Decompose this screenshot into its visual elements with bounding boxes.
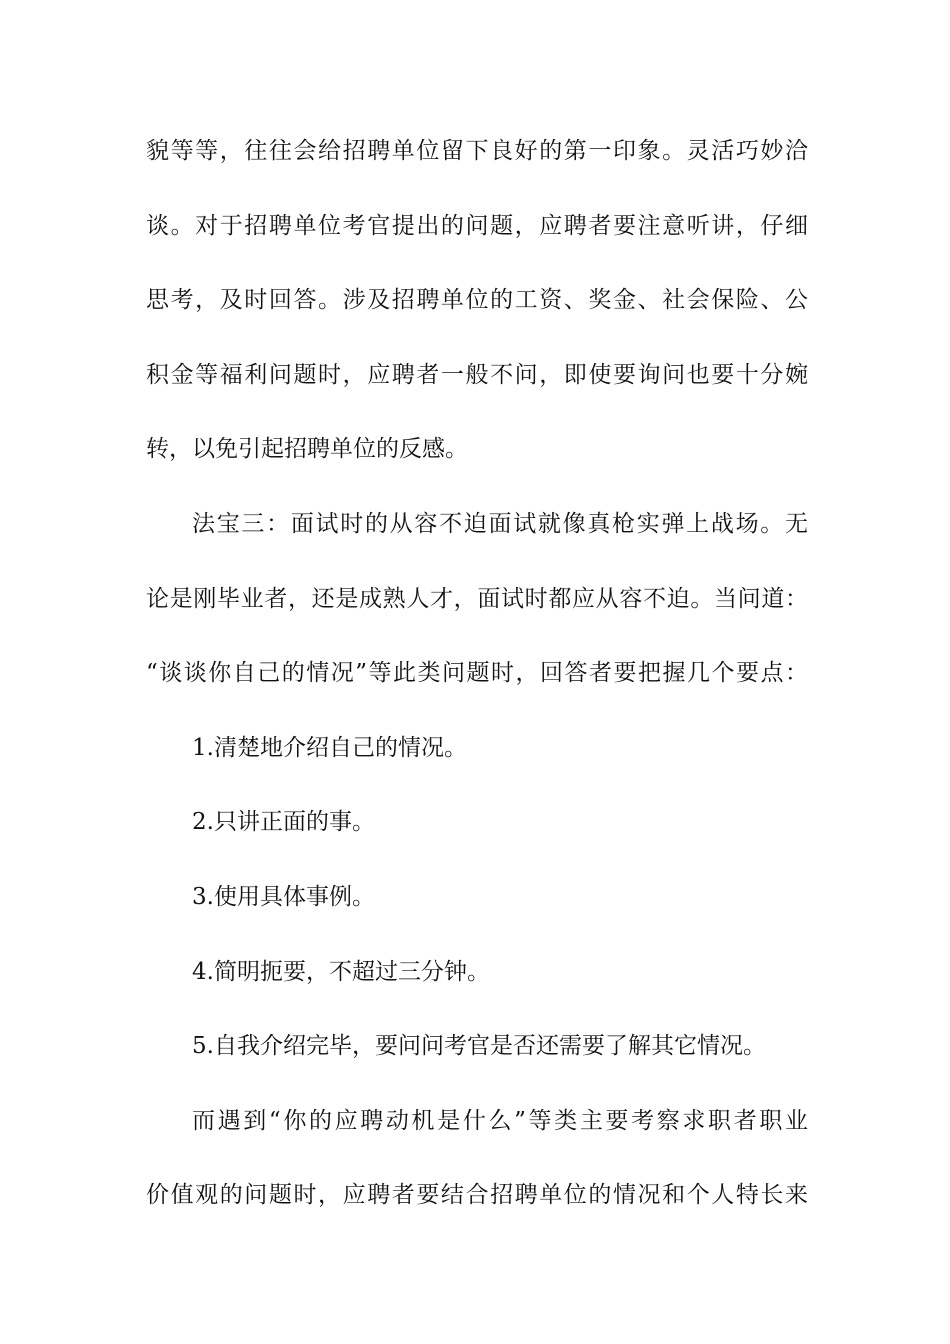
list-item: 4.简明扼要，不超过三分钟。 bbox=[192, 958, 490, 985]
text-line: 法宝三：面试时的从容不迫面试就像真枪实弹上战场。无 bbox=[192, 510, 808, 537]
text-line: 价值观的问题时，应聘者要结合招聘单位的情况和个人特长来 bbox=[146, 1182, 808, 1209]
text-line: 转，以免引起招聘单位的反感。 bbox=[146, 436, 468, 463]
text-line: 积金等福利问题时，应聘者一般不问，即使要询问也要十分婉 bbox=[146, 361, 808, 388]
list-item: 5.自我介绍完毕，要问问考官是否还需要了解其它情况。 bbox=[192, 1033, 766, 1060]
text-line: “谈谈你自己的情况”等此类问题时，回答者要把握几个要点： bbox=[146, 660, 808, 687]
document-body bbox=[146, 128, 808, 1247]
list-item: 3.使用具体事例。 bbox=[192, 883, 375, 910]
text-line: 谈。对于招聘单位考官提出的问题，应聘者要注意听讲，仔细 bbox=[146, 212, 808, 239]
text-line: 貌等等，往往会给招聘单位留下良好的第一印象。灵活巧妙洽 bbox=[146, 138, 808, 164]
text-line: 思考，及时回答。涉及招聘单位的工资、奖金、社会保险、公 bbox=[146, 287, 808, 314]
text-line: 而遇到“你的应聘动机是什么”等类主要考察求职者职业 bbox=[192, 1107, 808, 1134]
list-item: 2.只讲正面的事。 bbox=[192, 809, 375, 836]
text-line: 论是刚毕业者，还是成熟人才，面试时都应从容不迫。当问道： bbox=[146, 585, 808, 612]
list-item: 1.清楚地介绍自己的情况。 bbox=[192, 734, 467, 761]
